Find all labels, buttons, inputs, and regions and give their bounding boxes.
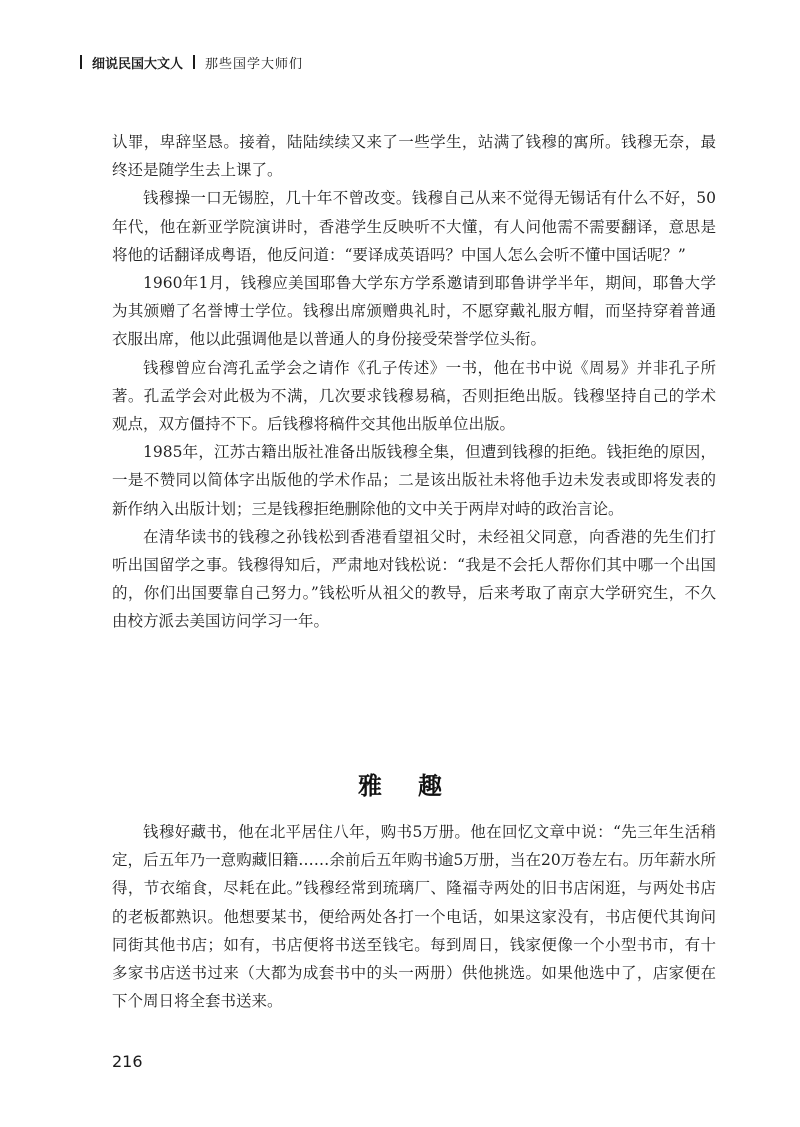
section-heading — [0, 766, 800, 801]
paragraph: 钱穆操一口无锡腔，几十年不曾改变。钱穆自己从来不觉得无锡话有什么不好，50年代，他在新亚学院演讲时，香港学生反映听不大懂，有人问他需不需要翻译，意思是将他的话翻译成粤语，他反问道：“要译成英语吗？中国人怎么会听不懂中国话呢？” — [112, 189, 716, 264]
section-body-text — [112, 818, 716, 1015]
header-rule-left — [80, 55, 82, 69]
section-heading-char: 雅 — [358, 771, 400, 800]
page-number: 216 — [112, 1052, 143, 1071]
paragraph: 1985年，江苏古籍出版社准备出版钱穆全集，但遭到钱穆的拒绝。钱拒绝的原因，一是不赞同以简体字出版他的学术作品；二是该出版社未将他手边未发表或即将发表的新作纳入出版计划；三是钱穆拒绝删除他的文中关于两岸对峙的政治言论。 — [112, 443, 716, 518]
book-title: 细说民国大文人 — [92, 56, 184, 72]
paragraph: 在清华读书的钱穆之孙钱松到香港看望祖父时，未经祖父同意，向香港的先生们打听出国留学之事。钱穆得知后，严肃地对钱松说：“我是不会托人帮你们其中哪一个出国的，你们出国要靠自己努力。”钱松听从祖父的教导，后来考取了南京大学研究生，不久由校方派去美国访问学习一年。 — [112, 527, 716, 631]
paragraph-continued: 认罪，卑辞坚恳。接着，陆陆续续又来了一些学生，站满了钱穆的寓所。钱穆无奈，最终还是随学生去上课了。 — [112, 133, 716, 180]
body-text — [112, 128, 716, 636]
header-separator — [193, 55, 195, 69]
book-subtitle: 那些国学大师们 — [205, 56, 304, 72]
running-header — [80, 50, 303, 74]
paragraph: 钱穆好藏书，他在北平居住八年，购书5万册。他在回忆文章中说：“先三年生活稍定，后五年乃一意购藏旧籍……余前后五年购书逾5万册，当在20万卷左右。历年薪水所得，节衣缩食，尽耗在此。”钱穆经常到琉璃厂、隆福寺两处的旧书店闲逛，与两处书店的老板都熟识。他想要某书，便给两处各打一个电话，如果这家没有，书店便代其询问同街其他书店；如有，书店便将书送至钱宅。每到周日，钱家便像一个小型书市，有十多家书店送书过来（大都为成套书中的头一两册）供他挑选。如果他选中了，店家便在下个周日将全套书送来。 — [112, 823, 716, 1011]
paragraph: 1960年1月，钱穆应美国耶鲁大学东方学系邀请到耶鲁讲学半年，期间，耶鲁大学为其颁赠了名誉博士学位。钱穆出席颁赠典礼时，不愿穿戴礼服方帽，而坚持穿着普通衣服出席，他以此强调他是以普通人的身份接受荣誉学位头衔。 — [112, 274, 716, 349]
section-heading-char: 趣 — [418, 771, 460, 800]
paragraph: 钱穆曾应台湾孔孟学会之请作《孔子传述》一书，他在书中说《周易》并非孔子所著。孔孟学会对此极为不满，几次要求钱穆易稿，否则拒绝出版。钱穆坚持自己的学术观点，双方僵持不下。后钱穆将稿件交其他出版单位出版。 — [112, 358, 716, 434]
